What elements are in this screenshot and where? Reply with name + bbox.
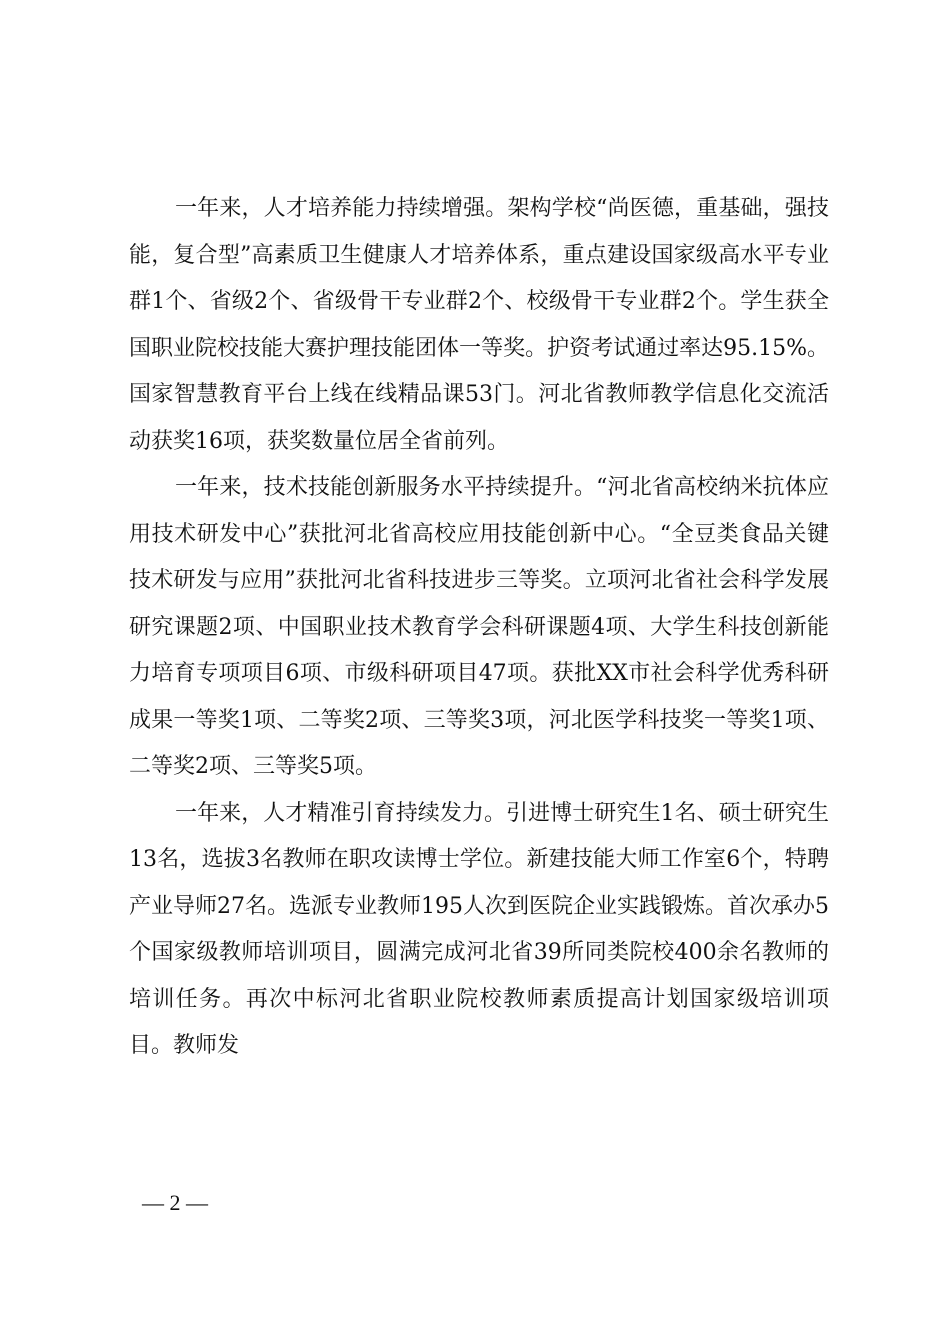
paragraph-talent-training: 一年来，人才培养能力持续增强。架构学校“尚医德，重基础，强技能，复合型”高素质卫生健康人才培养体系，重点建设国家级高水平专业群1个、省级2个、省级骨干专业群2个、校级骨干专业群2个。学生获全国职业院校技能大赛护理技能团体一等奖。护资考试通过率达95.15%。国家智慧教育平台上线在线精品课53门。河北省教师教学信息化交流活动获奖16项，获奖数量位居全省前列。 xyxy=(129,196,829,454)
body-text xyxy=(129,186,829,1070)
paragraph-talent-recruitment: 一年来，人才精准引育持续发力。引进博士研究生1名、硕士研究生13名，选拔3名教师在职攻读博士学位。新建技能大师工作室6个，特聘产业导师27名。选派专业教师195人次到医院企业实践锻炼。首次承办5个国家级教师培训项目，圆满完成河北省39所同类院校400余名教师的培训任务。再次中标河北省职业院校教师素质提高计划国家级培训项目。教师发 xyxy=(129,800,829,1058)
page-number: — 2 — xyxy=(142,1190,208,1215)
paragraph-tech-innovation: 一年来，技术技能创新服务水平持续提升。“河北省高校纳米抗体应用技术研发中心”获批河北省高校应用技能创新中心。“全豆类食品关键技术研发与应用”获批河北省科技进步三等奖。立项河北省社会科学发展研究课题2项、中国职业技术教育学会科研课题4项、大学生科技创新能力培育专项项目6项、市级科研项目47项。获批XX市社会科学优秀科研成果一等奖1项、二等奖2项、三等奖3项，河北医学科技奖一等奖1项、二等奖2项、三等奖5项。 xyxy=(129,475,829,779)
